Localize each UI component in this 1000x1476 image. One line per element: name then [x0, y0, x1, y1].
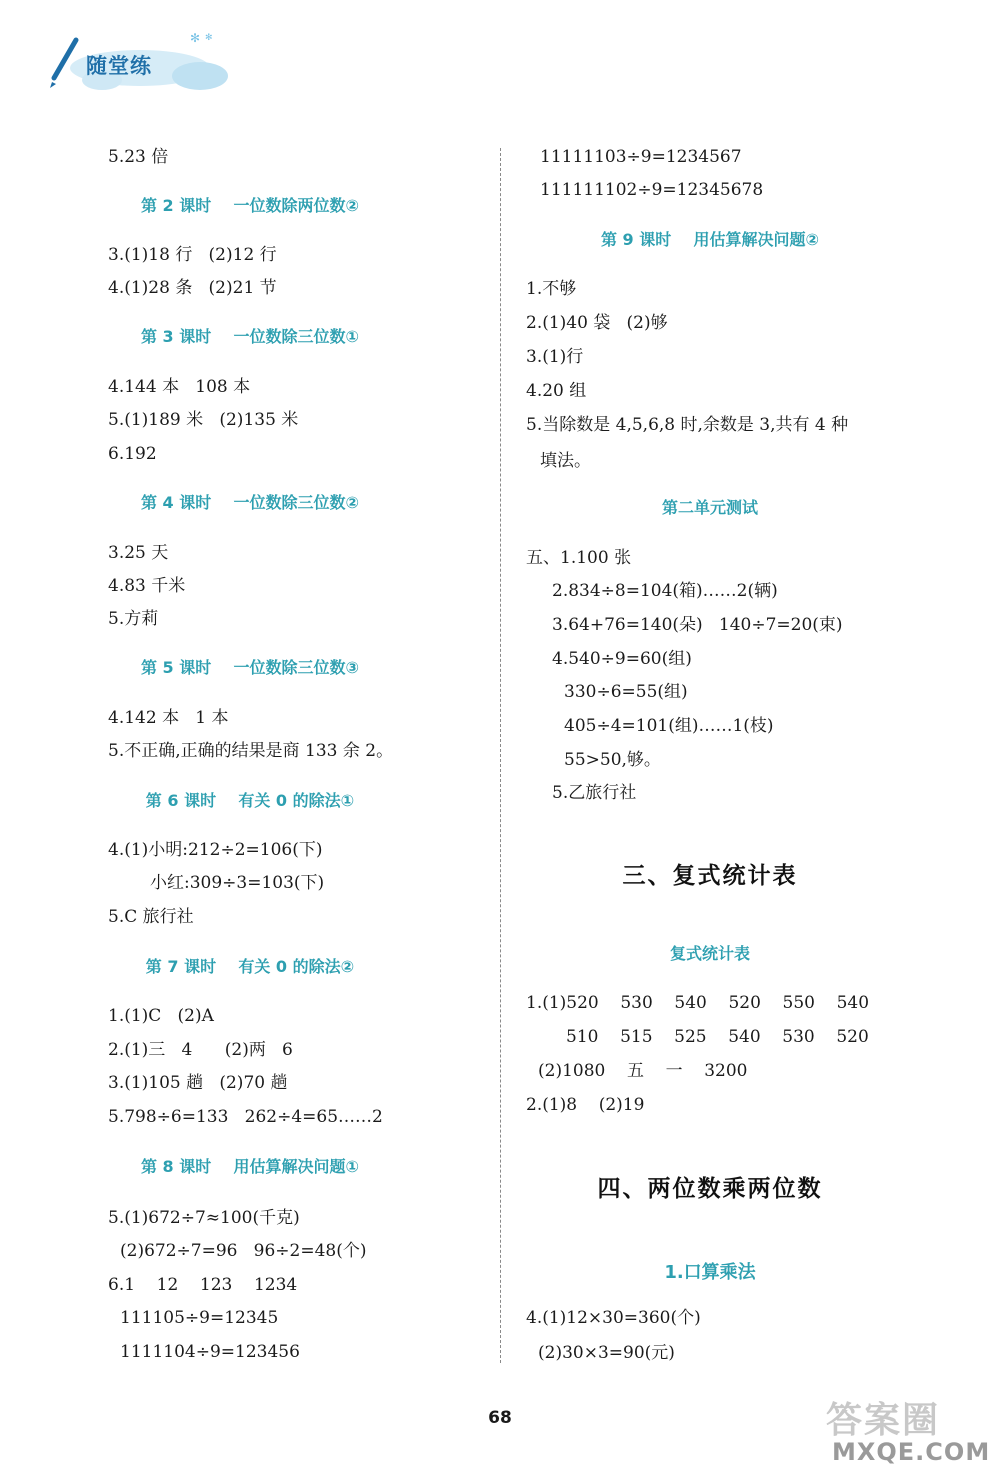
answer-line: 五、1.100 张 [526, 548, 632, 568]
answer-line: 4.540÷9=60(组) [552, 649, 692, 669]
chapter-heading: 三、复式统计表 [622, 863, 798, 889]
section-title: 第 2 课时 一位数除两位数② [140, 196, 360, 215]
answer-line: 3.(1)18 行 (2)12 行 [108, 245, 277, 265]
section-title: 复式统计表 [669, 944, 750, 963]
section-title: 第 4 课时 一位数除三位数② [140, 493, 360, 512]
answer-line: 2.(1)40 袋 (2)够 [526, 313, 668, 333]
chapter-heading: 四、两位数乘两位数 [597, 1176, 823, 1202]
answer-line: 6.1 12 123 1234 [108, 1275, 298, 1295]
watermark-cn-text: 答案圈 [826, 1400, 941, 1441]
answer-line: 11111103÷9=1234567 [540, 147, 742, 167]
answer-line: 5.(1)672÷7≈100(千克) [108, 1208, 300, 1228]
answer-line: 5.乙旅行社 [552, 783, 637, 803]
answer-line: 1111104÷9=123456 [120, 1342, 300, 1362]
answer-line: 4.144 本 108 本 [108, 377, 251, 397]
answer-line: 4.142 本 1 本 [108, 708, 229, 728]
answer-line: 5.当除数是 4,5,6,8 时,余数是 3,共有 4 种 [526, 415, 849, 435]
answer-line: 3.64+76=140(朵) 140÷7=20(束) [552, 615, 843, 635]
section-title: 第 6 课时 有关 0 的除法① [145, 791, 355, 810]
answer-line: 5.不正确,正确的结果是商 133 余 2。 [108, 741, 394, 761]
answer-line: 小红:309÷3=103(下) [150, 873, 325, 893]
answer-line: 5.23 倍 [108, 147, 169, 167]
answer-line: 510 515 525 540 530 520 [566, 1027, 869, 1047]
svg-text:✻: ✻ [190, 31, 201, 45]
answer-line: 5.(1)189 米 (2)135 米 [108, 410, 299, 430]
answer-line: 6.192 [108, 444, 157, 464]
answer-line: 5.方莉 [108, 609, 159, 629]
section-title: 第 9 课时 用估算解决问题② [600, 230, 820, 249]
logo-title: 随堂练 [86, 54, 152, 78]
answer-line: 1.不够 [526, 279, 577, 299]
section-title: 第二单元测试 [661, 498, 758, 517]
answer-line: 111105÷9=12345 [120, 1308, 279, 1328]
watermark-url-text: MXQE.COM [832, 1438, 991, 1466]
answer-line: 4.83 千米 [108, 576, 186, 596]
answer-line: 55>50,够。 [564, 750, 661, 770]
answer-line: 2.834÷8=104(箱)……2(辆) [552, 581, 778, 601]
answer-line: 330÷6=55(组) [564, 682, 688, 702]
page-number: 68 [488, 1408, 512, 1428]
answer-line: 111111102÷9=12345678 [540, 180, 764, 200]
answer-line: 5.C 旅行社 [108, 907, 194, 927]
answer-line: 405÷4=101(组)……1(枝) [564, 716, 774, 736]
answer-line: 2.(1)三 4 (2)两 6 [108, 1040, 293, 1060]
answer-line: 4.(1)28 条 (2)21 节 [108, 278, 277, 298]
answer-line: (2)30×3=90(元) [538, 1343, 675, 1363]
section-title: 第 3 课时 一位数除三位数① [140, 327, 360, 346]
section-title: 第 8 课时 用估算解决问题① [140, 1157, 360, 1176]
answer-line: 5.798÷6=133 262÷4=65……2 [108, 1107, 383, 1127]
svg-text:✻: ✻ [205, 33, 213, 43]
section-title: 第 5 课时 一位数除三位数③ [140, 658, 360, 677]
answer-line: (2)672÷7=96 96÷2=48(个) [120, 1241, 367, 1261]
subsection-title: 1.口算乘法 [664, 1262, 756, 1283]
answer-line: 4.20 组 [526, 381, 587, 401]
answer-line: 3.(1)105 趟 (2)70 趟 [108, 1073, 288, 1093]
answer-line: 填法。 [540, 451, 591, 471]
answer-line: (2)1080 五 一 3200 [538, 1061, 748, 1081]
answer-line: 3.(1)行 [526, 347, 584, 367]
answer-line: 4.(1)小明:212÷2=106(下) [108, 840, 323, 860]
answer-line: 1.(1)C (2)A [108, 1006, 214, 1026]
answer-line: 3.25 天 [108, 543, 169, 563]
answer-line: 4.(1)12×30=360(个) [526, 1308, 701, 1328]
answer-line: 1.(1)520 530 540 520 550 540 [526, 993, 870, 1013]
section-title: 第 7 课时 有关 0 的除法② [145, 957, 355, 976]
answer-line: 2.(1)8 (2)19 [526, 1095, 645, 1115]
